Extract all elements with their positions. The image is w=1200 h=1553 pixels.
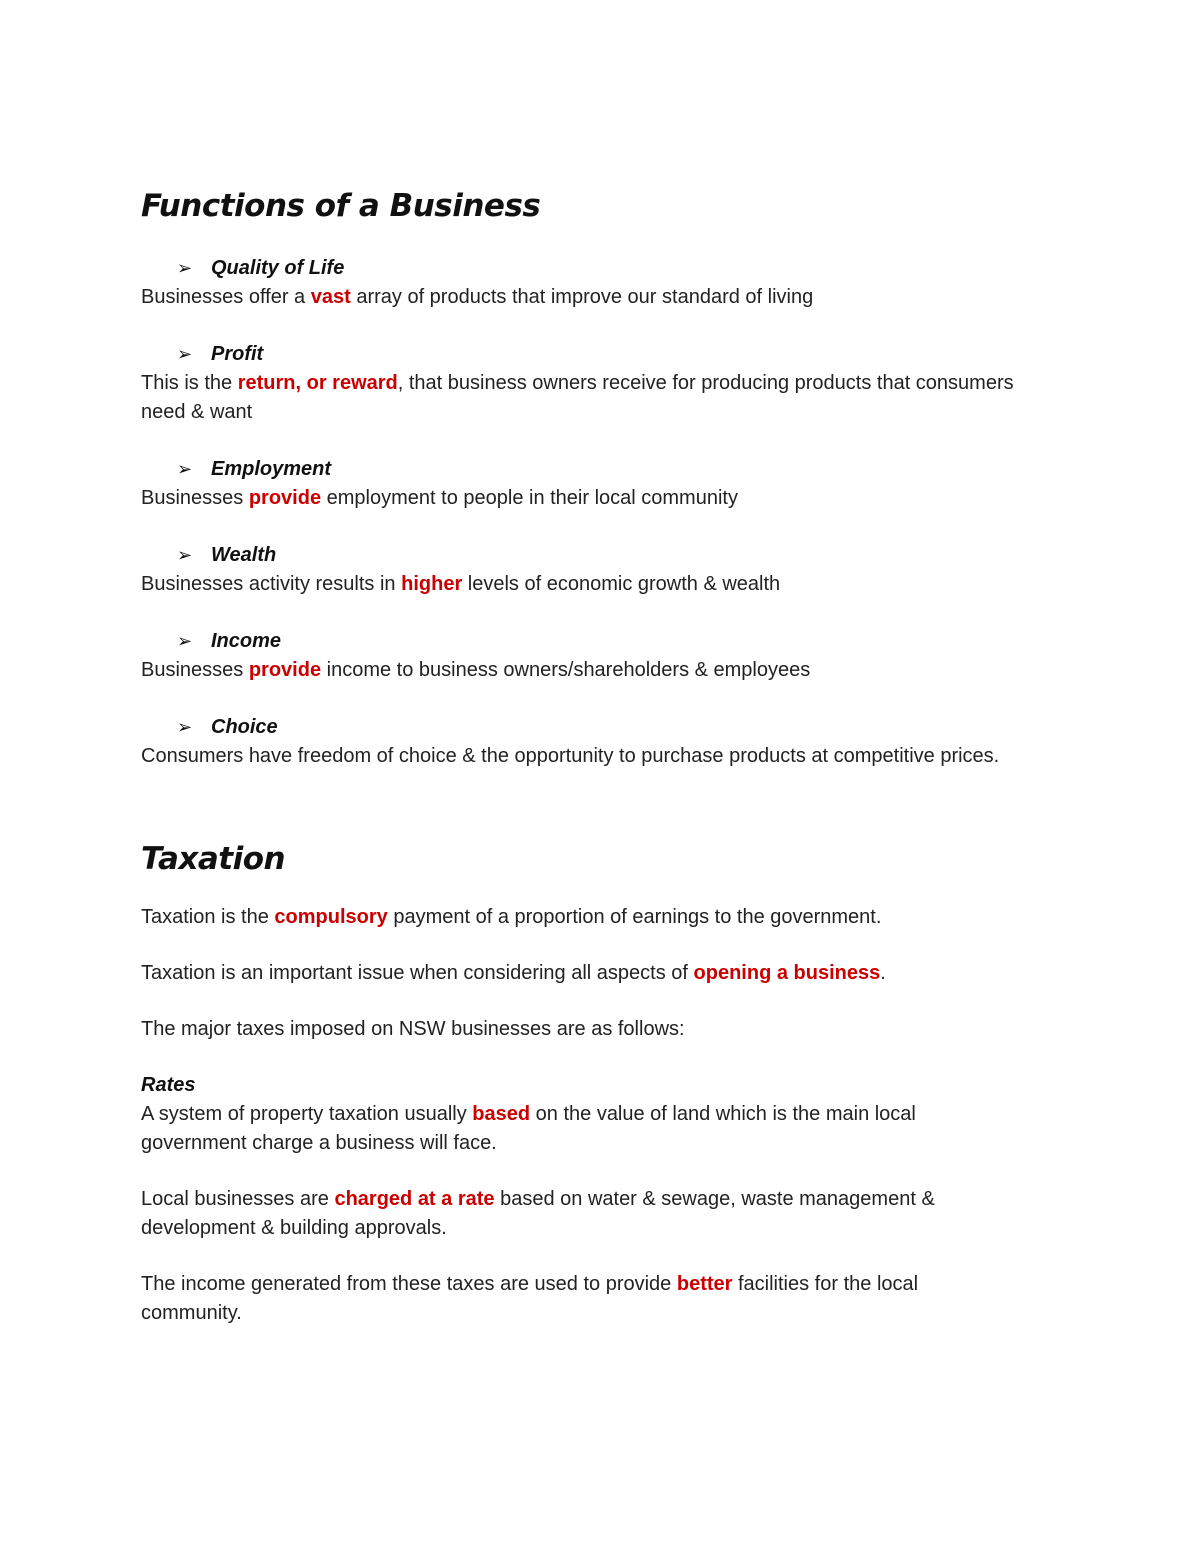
rates-paragraph: [141, 1100, 1021, 1158]
function-item-wealth: [141, 541, 1021, 599]
arrowhead-bullet-icon: ➢: [177, 344, 193, 365]
function-title: Income: [211, 630, 282, 652]
text-segment: This is the: [141, 372, 238, 394]
function-item-income: [141, 627, 1021, 685]
text-segment: Businesses offer a: [141, 286, 311, 308]
text-segment: A system of property taxation usually: [141, 1103, 473, 1125]
taxation-paragraph: The major taxes imposed on NSW businesses are as follows:: [141, 1018, 685, 1040]
function-heading-row: [141, 627, 1021, 656]
function-description: [141, 742, 1021, 771]
text-segment: Businesses: [141, 487, 249, 509]
arrowhead-bullet-icon: ➢: [177, 545, 193, 566]
highlighted-term: provide: [248, 487, 322, 509]
highlighted-term: return, or reward: [237, 372, 398, 394]
function-description: [141, 484, 1021, 513]
highlighted-term: opening a business: [693, 962, 881, 984]
function-heading-row: [141, 254, 1021, 283]
text-segment: employment to people in their local community: [321, 487, 738, 509]
text-segment: levels of economic growth & wealth: [462, 573, 781, 595]
text-segment: Businesses: [141, 659, 249, 681]
function-heading-row: [141, 455, 1021, 484]
function-item-quality-of-life: [141, 254, 1021, 312]
function-title: Wealth: [211, 544, 277, 566]
function-item-profit: [141, 340, 1021, 427]
text-segment: The income generated from these taxes are used to provide: [141, 1273, 677, 1295]
text-segment: Taxation is the: [141, 906, 275, 928]
function-title: Employment: [211, 458, 332, 480]
taxation-paragraph: [141, 959, 1021, 988]
function-heading-row: [141, 340, 1021, 369]
arrowhead-bullet-icon: ➢: [177, 631, 193, 652]
rates-paragraph: [141, 1185, 1021, 1243]
text-segment: , that business owners receive for producing products that consumers need & want: [141, 372, 1014, 423]
function-item-choice: [141, 713, 1021, 771]
taxation-paragraph: [141, 903, 1021, 932]
function-description: [141, 369, 1021, 427]
text-segment: facilities for the local community.: [141, 1273, 919, 1324]
highlighted-term: compulsory: [274, 906, 388, 928]
arrowhead-bullet-icon: ➢: [177, 459, 193, 480]
rates-heading: Rates: [141, 1074, 196, 1096]
text-segment: based on water & sewage, waste management & development & building approvals.: [141, 1188, 935, 1239]
function-title: Quality of Life: [211, 257, 345, 279]
function-description: [141, 656, 1021, 685]
text-segment: payment of a proportion of earnings to the government.: [387, 906, 882, 928]
document-content: [141, 182, 1021, 1355]
text-segment: on the value of land which is the main local government charge a business will face.: [141, 1103, 916, 1154]
page-title: Functions of a Business: [141, 188, 541, 224]
function-item-employment: [141, 455, 1021, 513]
text-segment: Consumers have freedom of choice & the opportunity to purchase products at competitive prices.: [141, 745, 1000, 767]
text-segment: Local businesses are: [141, 1188, 335, 1210]
highlighted-term: provide: [248, 659, 322, 681]
highlighted-term: charged at a rate: [334, 1188, 495, 1210]
arrowhead-bullet-icon: ➢: [177, 717, 193, 738]
highlighted-term: higher: [401, 573, 463, 595]
function-heading-row: [141, 541, 1021, 570]
text-segment: .: [880, 962, 886, 984]
rates-paragraph: [141, 1270, 1021, 1328]
rates-section: [141, 1071, 1021, 1328]
function-description: [141, 570, 1021, 599]
highlighted-term: better: [676, 1273, 733, 1295]
section-title-taxation: Taxation: [141, 841, 286, 877]
function-title: Profit: [211, 343, 264, 365]
highlighted-term: based: [472, 1103, 531, 1125]
text-segment: Taxation is an important issue when considering all aspects of: [141, 962, 694, 984]
text-segment: Businesses activity results in: [141, 573, 402, 595]
arrowhead-bullet-icon: ➢: [177, 258, 193, 279]
function-title: Choice: [211, 716, 278, 738]
text-segment: array of products that improve our standard of living: [350, 286, 814, 308]
highlighted-term: vast: [310, 286, 351, 308]
function-heading-row: [141, 713, 1021, 742]
text-segment: income to business owners/shareholders & employees: [321, 659, 811, 681]
function-description: [141, 283, 1021, 312]
